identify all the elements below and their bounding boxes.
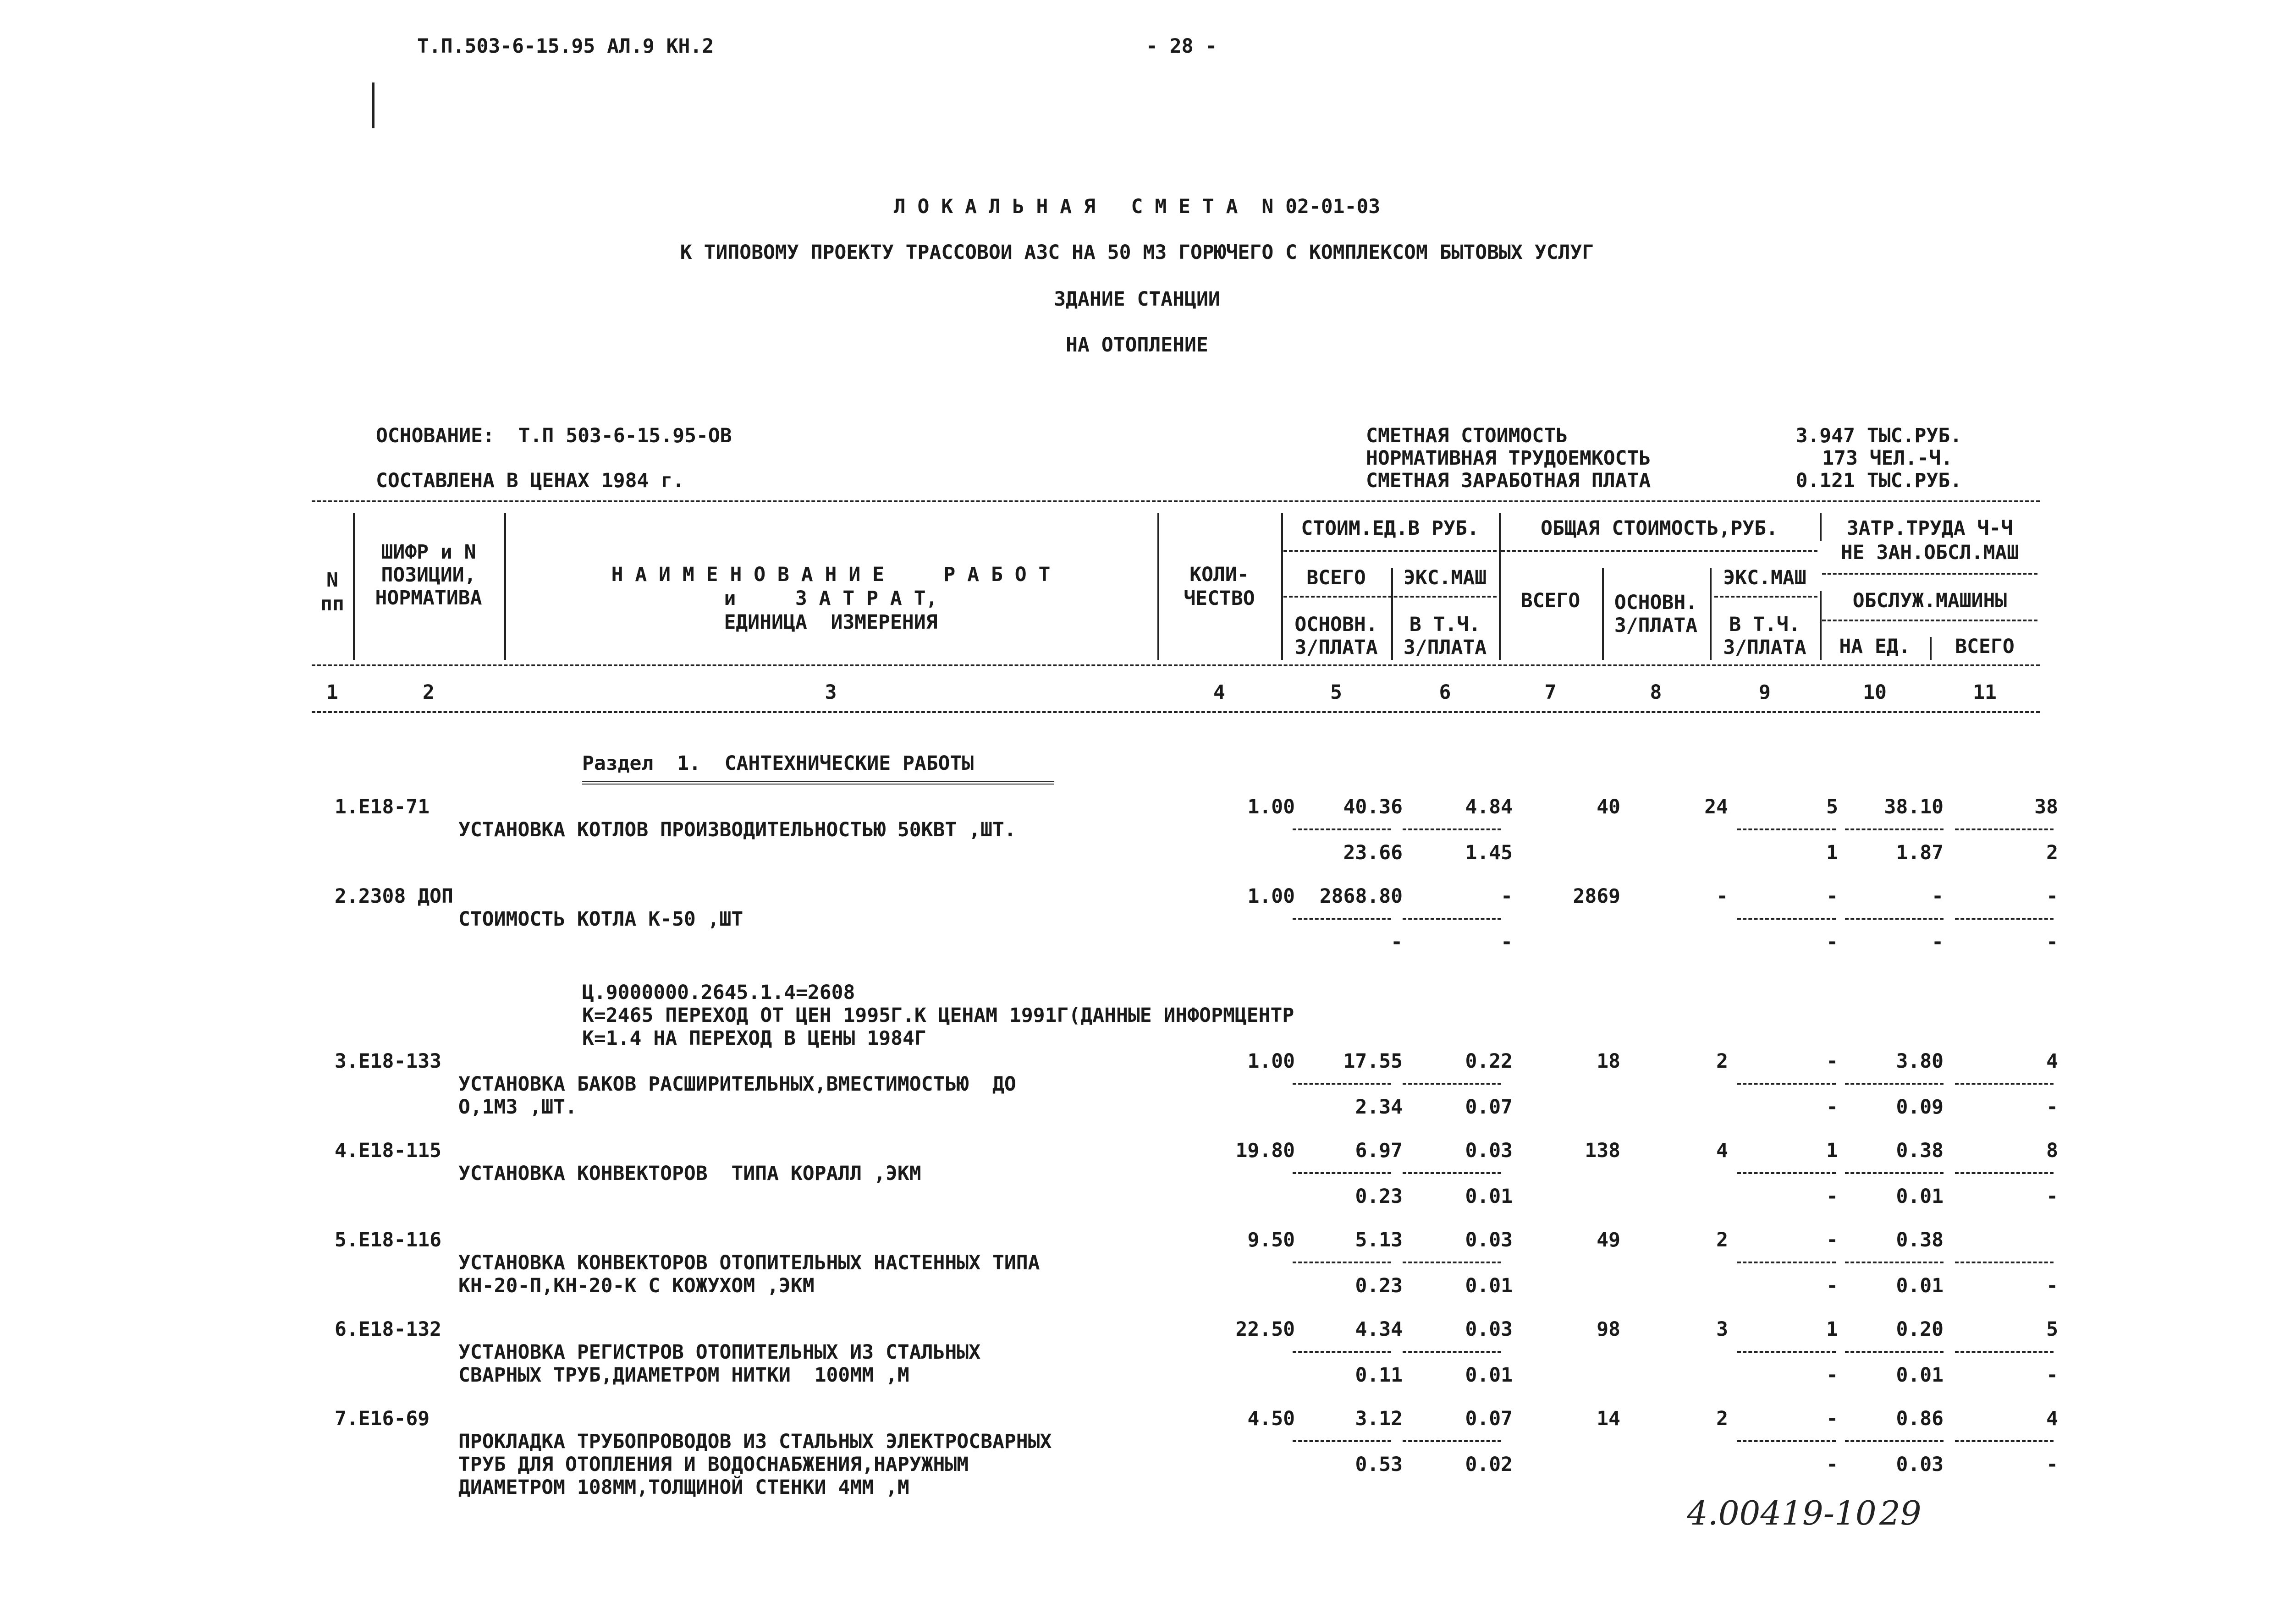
subtotal-rule <box>1293 1351 1391 1353</box>
note-line: Ц.9000000.2645.1.4=2608 <box>582 981 855 1004</box>
header-labor-unit: НА ЕД. <box>1839 635 1911 658</box>
subcell-s11: - <box>2046 1185 2058 1208</box>
cell-c11: 5 <box>2046 1318 2058 1341</box>
subcell-s9: - <box>1826 1274 1838 1297</box>
header-unit-exp: ЭКС.МАШ <box>1403 566 1487 589</box>
subtotal-rule <box>1293 1083 1391 1085</box>
subcell-s5: 2.34 <box>1355 1096 1403 1119</box>
header-total-cost: ОБЩАЯ СТОИМОСТЬ,РУБ. <box>1541 517 1778 540</box>
subtotal-rule <box>1845 828 1944 830</box>
cell-c8: 2 <box>1716 1229 1728 1251</box>
note-line: К=1.4 НА ПЕРЕХОД В ЦЕНЫ 1984Г <box>582 1027 926 1050</box>
subtotal-rule <box>1955 918 2054 920</box>
subcell-s11: - <box>2046 1453 2058 1476</box>
header-rule <box>312 664 2040 666</box>
cell-c5: 2868.80 <box>1319 885 1403 908</box>
subcell-s6: - <box>1501 931 1513 954</box>
row-code: 3.Е18-133 <box>335 1050 441 1073</box>
header-labor: ЗАТР.ТРУДА Ч-Ч <box>1846 517 2013 540</box>
subtotal-rule <box>1403 828 1501 830</box>
cell-c9: - <box>1826 1229 1838 1251</box>
subtotal-rule <box>1737 918 1836 920</box>
cell-c8: 2 <box>1716 1407 1728 1430</box>
wage-value: 0.121 ТЫС.РУБ. <box>1795 469 1962 492</box>
row-code: 5.Е18-116 <box>335 1229 441 1251</box>
row-name: СВАРНЫХ ТРУБ,ДИАМЕТРОМ НИТКИ 100ММ ,М <box>458 1364 909 1387</box>
subcell-s6: 0.01 <box>1465 1364 1513 1387</box>
cell-qty: 1.00 <box>1247 1050 1295 1073</box>
cell-c8: 3 <box>1716 1318 1728 1341</box>
row-name: ДИАМЕТРОМ 108ММ,ТОЛЩИНОЙ СТЕНКИ 4ММ ,М <box>458 1476 909 1499</box>
cell-c8: 2 <box>1716 1050 1728 1073</box>
subcell-s6: 0.01 <box>1465 1185 1513 1208</box>
subtotal-rule <box>1293 1172 1391 1174</box>
subtotal-rule <box>1955 1172 2054 1174</box>
header-unit-basic: ОСНОВН. З/ПЛАТА <box>1294 613 1378 659</box>
subtotal-rule <box>1293 1440 1391 1442</box>
cell-c5: 6.97 <box>1355 1139 1403 1162</box>
labor-label: НОРМАТИВНАЯ ТРУДОЕМКОСТЬ <box>1366 447 1651 470</box>
subtotal-rule <box>1737 1351 1836 1353</box>
estimate-subtitle: К ТИПОВОМУ ПРОЕКТУ ТРАССОВОИ АЗС НА 50 МЗ ГОРЮЧЕГО С КОМПЛЕКСОМ БЫТОВЫХ УСЛУГ <box>680 241 1594 264</box>
margin-mark <box>372 82 374 128</box>
cell-c11: 38 <box>2034 796 2058 818</box>
cell-c11: 4 <box>2046 1050 2058 1073</box>
subcell-s9: - <box>1826 1185 1838 1208</box>
subtotal-rule <box>1845 1440 1944 1442</box>
subtotal-rule <box>1403 1351 1501 1353</box>
subtotal-rule <box>1845 918 1944 920</box>
subcell-s10: 0.01 <box>1896 1274 1944 1297</box>
subcell-s9: 1 <box>1826 841 1838 864</box>
subcell-s5: - <box>1391 931 1403 954</box>
subtotal-rule <box>1403 1440 1501 1442</box>
table-top-rule <box>312 500 2040 502</box>
cell-c7: 18 <box>1597 1050 1620 1073</box>
subtotal-rule <box>1845 1262 1944 1263</box>
subcell-s6: 0.01 <box>1465 1274 1513 1297</box>
cell-c9: - <box>1826 1407 1838 1430</box>
header-total-basic: ОСНОВН. З/ПЛАТА <box>1614 591 1698 637</box>
system-title: НА ОТОПЛЕНИЕ <box>1066 334 1208 357</box>
row-name: УСТАНОВКА КОНВЕКТОРОВ ОТОПИТЕЛЬНЫХ НАСТЕННЫХ ТИПА <box>458 1251 1040 1274</box>
subtotal-rule <box>1955 1083 2054 1085</box>
subcell-s10: 1.87 <box>1896 841 1944 864</box>
subtotal-rule <box>1293 918 1391 920</box>
cell-c6: 0.03 <box>1465 1318 1513 1341</box>
cell-c7: 40 <box>1597 796 1620 818</box>
document-code: Т.П.503-6-15.95 АЛ.9 КН.2 <box>417 35 714 58</box>
cell-c9: 1 <box>1826 1318 1838 1341</box>
note-line: К=2465 ПЕРЕХОД ОТ ЦЕН 1995Г.К ЦЕНАМ 1991Г(ДАННЫЕ ИНФОРМЦЕНТР <box>582 1004 1294 1027</box>
subtotal-rule <box>1845 1351 1944 1353</box>
cell-qty: 22.50 <box>1235 1318 1295 1341</box>
cost-label: СМЕТНАЯ СТОИМОСТЬ <box>1366 424 1568 447</box>
cell-c10: 0.38 <box>1896 1139 1944 1162</box>
subcell-s11: 2 <box>2046 841 2058 864</box>
subcell-s10: 0.09 <box>1896 1096 1944 1119</box>
subcell-s10: 0.03 <box>1896 1453 1944 1476</box>
subtotal-rule <box>1737 828 1836 830</box>
basis: ОСНОВАНИЕ: Т.П 503-6-15.95-ОВ <box>376 424 732 447</box>
subtotal-rule <box>1293 1262 1391 1263</box>
cell-c9: - <box>1826 1050 1838 1073</box>
subtotal-rule <box>1737 1440 1836 1442</box>
cell-c6: 0.03 <box>1465 1139 1513 1162</box>
row-code: 7.Е16-69 <box>335 1407 430 1430</box>
cell-c9: 5 <box>1826 796 1838 818</box>
row-code: 6.Е18-132 <box>335 1318 441 1341</box>
cell-c11: - <box>2046 885 2058 908</box>
subcell-s11: - <box>2046 1096 2058 1119</box>
subtotal-rule <box>1403 918 1501 920</box>
page-number: - 28 - <box>1146 35 1217 58</box>
subtotal-rule <box>1737 1262 1836 1263</box>
subtotal-rule <box>1845 1083 1944 1085</box>
cell-c10: 38.10 <box>1884 796 1944 818</box>
subtotal-rule <box>1955 1262 2054 1263</box>
subcell-s5: 0.11 <box>1355 1364 1403 1387</box>
subtotal-rule <box>1403 1172 1501 1174</box>
cell-c5: 40.36 <box>1343 796 1403 818</box>
row-name: КН-20-П,КН-20-К С КОЖУХОМ ,ЭКМ <box>458 1274 815 1297</box>
header-unit-total: ВСЕГО <box>1306 566 1366 589</box>
cell-c7: 98 <box>1597 1318 1620 1341</box>
subcell-s11: - <box>2046 1364 2058 1387</box>
cell-c6: 0.22 <box>1465 1050 1513 1073</box>
cost-value: 3.947 ТЫС.РУБ. <box>1795 424 1962 447</box>
row-code: 4.Е18-115 <box>335 1139 441 1162</box>
cell-c10: 0.20 <box>1896 1318 1944 1341</box>
cell-qty: 1.00 <box>1247 796 1295 818</box>
cell-c11: 8 <box>2046 1139 2058 1162</box>
subcell-s9: - <box>1826 1453 1838 1476</box>
cell-c8: - <box>1716 885 1728 908</box>
subtotal-rule <box>1955 828 2054 830</box>
price-base: СОСТАВЛЕНА В ЦЕНАХ 1984 г. <box>376 469 685 492</box>
row-code: 2.2308 ДОП <box>335 885 453 908</box>
header-labor-sub: НЕ ЗАН.ОБСЛ.МАШ <box>1840 541 2019 564</box>
subtotal-rule <box>1845 1172 1944 1174</box>
handwritten-page: 29 <box>1879 1494 1922 1532</box>
header-labor-all: ВСЕГО <box>1955 635 2015 658</box>
cell-c10: 0.86 <box>1896 1407 1944 1430</box>
cell-c8: 4 <box>1716 1139 1728 1162</box>
header-code: ШИФР и N ПОЗИЦИИ, НОРМАТИВА <box>375 541 482 609</box>
subtotal-rule <box>1293 828 1391 830</box>
subtotal-rule <box>1955 1351 2054 1353</box>
subtotal-rule <box>1403 1083 1501 1085</box>
cell-c5: 3.12 <box>1355 1407 1403 1430</box>
cell-c10: - <box>1932 885 1944 908</box>
header-labor-serv: ОБСЛУЖ.МАШИНЫ <box>1852 589 2007 612</box>
row-name: ТРУБ ДЛЯ ОТОПЛЕНИЯ И ВОДОСНАБЖЕНИЯ,НАРУЖНЫМ <box>458 1453 969 1476</box>
row-name: УСТАНОВКА БАКОВ РАСШИРИТЕЛЬНЫХ,ВМЕСТИМОСТЬЮ ДО <box>458 1073 1016 1096</box>
numbers-rule <box>312 711 2040 713</box>
subcell-s10: 0.01 <box>1896 1364 1944 1387</box>
row-code: 1.Е18-71 <box>335 796 430 818</box>
subcell-s9: - <box>1826 1096 1838 1119</box>
cell-c10: 0.38 <box>1896 1229 1944 1251</box>
subcell-s11: - <box>2046 931 2058 954</box>
cell-c6: 0.03 <box>1465 1229 1513 1251</box>
header-qty: КОЛИ- ЧЕСТВО <box>1184 563 1255 610</box>
handwritten-stamp: 4.00419-10 <box>1687 1494 1877 1532</box>
header-name: Н А И М Е Н О В А Н И Е Р А Б О Т и З А Т Р А Т, ЕДИНИЦА ИЗМЕРЕНИЯ <box>611 563 1051 634</box>
row-name: УСТАНОВКА КОТЛОВ ПРОИЗВОДИТЕЛЬНОСТЬЮ 50КВТ ,ШТ. <box>458 818 1016 841</box>
row-name: СТОИМОСТЬ КОТЛА К-50 ,ШТ <box>458 908 743 931</box>
cell-c7: 14 <box>1597 1407 1620 1430</box>
cell-c7: 49 <box>1597 1229 1620 1251</box>
header-num: N пп <box>320 569 344 615</box>
header-total-incl: В Т.Ч. З/ПЛАТА <box>1723 613 1806 659</box>
estimate-title: Л О К А Л Ь Н А Я С М Е Т А N 02-01-03 <box>893 195 1381 218</box>
cell-c10: 3.80 <box>1896 1050 1944 1073</box>
cell-c9: - <box>1826 885 1838 908</box>
subcell-s10: 0.01 <box>1896 1185 1944 1208</box>
row-name: О,1МЗ ,ШТ. <box>458 1096 577 1119</box>
header-total-all: ВСЕГО <box>1520 589 1580 612</box>
cell-c7: 2869 <box>1573 885 1620 908</box>
row-name: ПРОКЛАДКА ТРУБОПРОВОДОВ ИЗ СТАЛЬНЫХ ЭЛЕКТРОСВАРНЫХ <box>458 1430 1052 1453</box>
cell-c5: 4.34 <box>1355 1318 1403 1341</box>
cell-c5: 17.55 <box>1343 1050 1403 1073</box>
subtotal-rule <box>1737 1172 1836 1174</box>
cell-c6: 0.07 <box>1465 1407 1513 1430</box>
subtotal-rule <box>1737 1083 1836 1085</box>
subtotal-rule <box>1955 1440 2054 1442</box>
cell-c8: 24 <box>1704 796 1728 818</box>
cell-c5: 5.13 <box>1355 1229 1403 1251</box>
subcell-s9: - <box>1826 931 1838 954</box>
subcell-s6: 0.02 <box>1465 1453 1513 1476</box>
section-underline <box>582 781 1054 785</box>
cell-c9: 1 <box>1826 1139 1838 1162</box>
subcell-s6: 1.45 <box>1465 841 1513 864</box>
cell-c6: 4.84 <box>1465 796 1513 818</box>
cell-c7: 138 <box>1585 1139 1620 1162</box>
row-name: УСТАНОВКА КОНВЕКТОРОВ ТИПА КОРАЛЛ ,ЭКМ <box>458 1162 921 1185</box>
cell-c11: 4 <box>2046 1407 2058 1430</box>
subcell-s10: - <box>1932 931 1944 954</box>
wage-label: СМЕТНАЯ ЗАРАБОТНАЯ ПЛАТА <box>1366 469 1651 492</box>
subcell-s5: 23.66 <box>1343 841 1403 864</box>
building-title: ЗДАНИЕ СТАНЦИИ <box>1054 288 1220 311</box>
header-unit-incl: В Т.Ч. З/ПЛАТА <box>1403 613 1487 659</box>
cell-qty: 9.50 <box>1247 1229 1295 1251</box>
subcell-s6: 0.07 <box>1465 1096 1513 1119</box>
header-total-exp: ЭКС.МАШ <box>1723 566 1806 589</box>
cell-c6: - <box>1501 885 1513 908</box>
labor-value: 173 ЧЕЛ.-Ч. <box>1822 447 1953 470</box>
subcell-s5: 0.53 <box>1355 1453 1403 1476</box>
cell-qty: 4.50 <box>1247 1407 1295 1430</box>
cell-qty: 19.80 <box>1235 1139 1295 1162</box>
section-title: Раздел 1. САНТЕХНИЧЕСКИЕ РАБОТЫ <box>582 752 974 775</box>
cell-qty: 1.00 <box>1247 885 1295 908</box>
header-unit-cost: СТОИМ.ЕД.В РУБ. <box>1301 517 1479 540</box>
row-name: УСТАНОВКА РЕГИСТРОВ ОТОПИТЕЛЬНЫХ ИЗ СТАЛЬНЫХ <box>458 1341 981 1364</box>
subtotal-rule <box>1403 1262 1501 1263</box>
subcell-s5: 0.23 <box>1355 1274 1403 1297</box>
subcell-s9: - <box>1826 1364 1838 1387</box>
subcell-s11: - <box>2046 1274 2058 1297</box>
subcell-s5: 0.23 <box>1355 1185 1403 1208</box>
